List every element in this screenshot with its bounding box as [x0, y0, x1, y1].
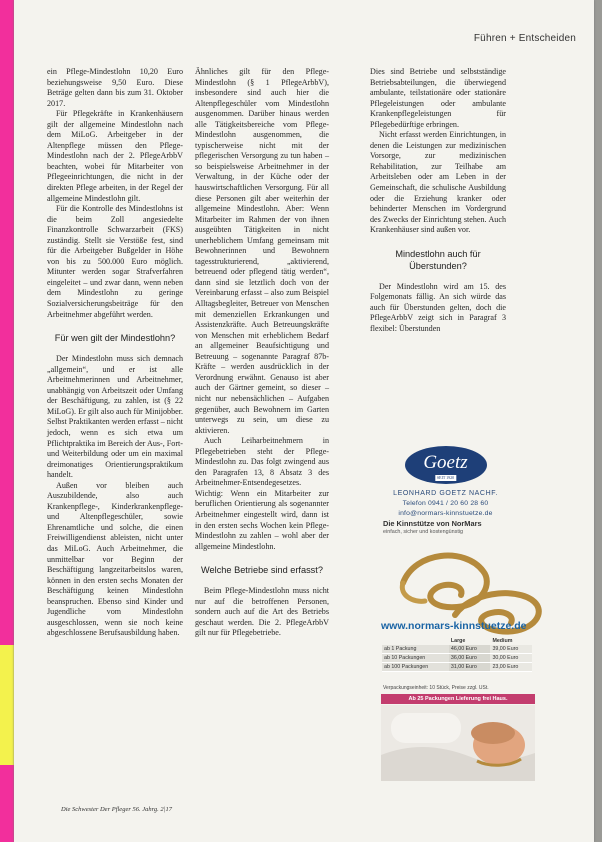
- price-table: [382, 637, 532, 672]
- price-cell: ab 10 Packungen: [382, 654, 449, 663]
- body-paragraph: Für Pflegekräfte in Krankenhäusern gilt der allgemeine Mindestlohn nach dem MiLoG. Arbeitgeber in der Altenpflege müssen den Pflege-Mindestlohn nach der 2. PflegeArbbV beachten, wobei für Mitarbeiter von Pflegeeinrichtungen, die nicht in der direkten Pflege arbeiten, in der Regel der allgemeine Mindestlohn gilt.: [47, 109, 183, 203]
- price-row: [382, 663, 532, 672]
- price-cell: ab 100 Packungen: [382, 663, 449, 672]
- text-column-1: [47, 67, 183, 639]
- price-cell: 31,00 Euro: [449, 663, 491, 672]
- text-column-3: [370, 67, 506, 334]
- section-subheading: Mindestlohn auch für Überstunden?: [395, 248, 481, 271]
- body-paragraph: Auch Leiharbeitnehmern in Pflegebetrieben steht der Pflege-Mindestlohn zu. Das folgt zwingend aus den Paragrafen 13, 8 Absatz 3 des Arbeitnehmer-Entsendegesetzes. Wichtig: Wenn ein Mitarbeiter zur beruflichen Orientierung als sogenannter Arbeitnehmer eingestellt wird, dann ist in den ersten sechs Wochen kein Pflege-Mindestlohn zu zahlen – wohl aber der allgemeine Mindestlohn.: [195, 436, 329, 551]
- body-paragraph: Ähnliches gilt für den Pflege-Mindestlohn (§ 1 PflegeArbbV), insbesondere sind auch hier die Altenpflegeschüler vom Mindestlohn ausgenommen. Darüber hinaus werden alle Tätigkeitsbereiche vom Pflege-Mindestlohn ausgenommen, die typischerweise nicht mit der pflegerischen Versorgung zu tun haben – so beispielsweise Arbeitnehmer in der Verwaltung, in der Küche oder der hauswirtschaftlichen Versorgung. Für all diese Personen gilt aber weiterhin der allgemeine Mindestlohn. Aber: Wenn Mitarbeiter im Rahmen der von ihnen ausgeübten Tätigkeiten in nicht unerheblichem Umfang gemeinsam mit Bewohnerinnen und Bewohnern tagesstrukturierend, „aktivierend, betreuend oder pflegend tätig werden“, dann sind sie letztlich doch von der Vereinbarung erfasst – also zum Beispiel Alltagsbegleiter, Betreuer von Menschen mit demenziellen Erkrankungen und Assistenzkräfte. Auch Betreuungskräfte von Menschen mit erheblichem Bedarf an allgemeiner Beaufsichtigung und Betreuung – sogenannte Paragraf 87b-Kräfte – werden ausdrücklich in der Verordnung erwähnt. Genauso ist aber auch der Gärtner gemeint, so dieser – nicht nur nebensächlichen – Aufgaben gegenüber, auch Bewohnern im Garten unterwegs zu sein, um diese zu aktivieren.: [195, 67, 329, 435]
- price-note: Verpackungseinheit: 10 Stück, Preise zzgl. USt.: [383, 685, 489, 691]
- goetz-logo: [405, 446, 487, 484]
- patient-photo: [381, 705, 535, 781]
- price-cell: 30,00 Euro: [490, 654, 532, 663]
- price-row: [382, 645, 532, 654]
- price-header: Medium: [492, 638, 513, 644]
- page-shadow: [594, 0, 602, 842]
- body-paragraph: Nicht erfasst werden Einrichtungen, in denen die Leistungen zur medizinischen Vorsorge, zur medizinischen Rehabilitation, zur Teilhabe am Arbeitsleben oder am Leben in der Gemeinschaft, die schulische Ausbildung oder die Erziehung kranker oder behinderter Menschen im Vordergrund des Zwecks der Einrichtung stehen. Auch Krankenhäuser sind außen vor.: [370, 130, 506, 235]
- section-subheading: Für wen gilt der Mindestlohn?: [54, 333, 176, 344]
- price-cell: ab 1 Packung: [382, 645, 449, 654]
- price-cell: 36,00 Euro: [449, 654, 491, 663]
- price-cell: 23,00 Euro: [490, 663, 532, 672]
- company-name: LEONHARD GOETZ NACHF.: [393, 490, 498, 497]
- page-footer: Die Schwester Der Pfleger 56. Jahrg. 2|17: [61, 806, 172, 813]
- body-paragraph: ein Pflege-Mindestlohn 10,20 Euro beziehungsweise 9,50 Euro. Diese Beträge gelten dann bis zum 31. Oktober 2017.: [47, 67, 183, 108]
- body-paragraph: Der Mindestlohn muss sich demnach „allgemein“, und er ist alle Arbeitnehmerinnen und Arbeitnehmer, unabhängig von Arbeitszeit oder Umfang der Beschäftigung, zu zahlen, ist (§ 22 MiLoG). Er gilt also auch für Minijobber. Selbst Praktikanten werden erfasst – nicht jedoch, wenn es sich etwa um Pflichtpraktika im Bereich der Aus-, Fort- und Weiterbildung oder um ein maximal dreimonatiges Orientierungspraktikum handelt.: [47, 354, 183, 480]
- goetz-logo-subtext: SEIT 1920: [436, 475, 455, 480]
- normars-subtitle: einfach, sicher und kostengünstig: [383, 529, 464, 535]
- company-phone: Telefon 0941 / 20 60 28 60: [402, 500, 489, 507]
- body-paragraph: Der Mindestlohn wird am 15. des Folgemonats fällig. An sich würde das auch für Überstunden gelten, doch die PflegeArbbV zeigt sich in Paragraf 3 flexibel: Überstunden: [370, 281, 506, 333]
- body-paragraph: Für die Kontrolle des Mindestlohns ist die beim Zoll angesiedelte Finanzkontrolle Schwarzarbeit (FKS) zuständig. Stellt sie Verstöße fest, sind für die Arbeitgeber Bußgelder in Höhe von bis zu 500.000 Euro möglich. Mitunter werden sogar Strafverfahren eingeleitet – und zwar dann, wenn neben dem Mindestlohn zu geringe Sozialversicherungsbeiträge für den Arbeitnehmer abgeführt werden.: [47, 204, 183, 319]
- price-header: [382, 637, 449, 645]
- body-paragraph: Beim Pflege-Mindestlohn muss nicht nur auf die betroffenen Personen, sondern auch auf die Art des Betriebs geschaut werden. Die 2. PflegeArbbV gilt nur für Pflegebetriebe.: [195, 586, 329, 638]
- normars-website-link[interactable]: www.normars-kinnstuetze.de: [381, 620, 527, 632]
- normars-advertisement: [377, 519, 537, 787]
- normars-title: Die Kinnstütze von NorMars: [383, 519, 482, 528]
- goetz-logo-text: Goetz: [423, 452, 468, 473]
- price-cell: 46,00 Euro: [449, 645, 491, 654]
- body-paragraph: Dies sind Betriebe und selbstständige Betriebsabteilungen, die überwiegend ambulante, teilstationäre oder stationäre Pflegeleistungen oder ambulante Krankenpflegeleistungen für Pflegebedürftige erbringen.: [370, 67, 506, 129]
- body-paragraph: Außen vor bleiben auch Auszubildende, also auch Krankenpflege-, Kinderkrankenpflege- und Altenpflegeschüler, sowie Ehrenamtliche und solche, die einen Freiwilligendienst ableisten, nicht unter das MiLoG. Auch Arbeitnehmer, die unmittelbar vor Beginn der Beschäftigung langzeitarbeitslos waren, können in den ersten sechs Monaten der Beschäftigung keinen Mindestlohn beanspruchen. Ebenso sind Kinder und Jugendliche vom Mindestlohn ausgeschlossen, wenn sie noch keine abgeschlossene Berufsausbildung haben.: [47, 480, 183, 638]
- section-subheading: Welche Betriebe sind erfasst?: [201, 565, 323, 576]
- company-email[interactable]: info@normars-kinnstuetze.de: [398, 510, 493, 517]
- free-delivery-banner: Ab 25 Packungen Lieferung frei Haus.: [381, 694, 535, 704]
- price-cell: 39,00 Euro: [490, 645, 532, 654]
- text-column-2: [195, 67, 329, 639]
- goetz-advertisement: [378, 446, 513, 516]
- page-edge-marker: [0, 645, 14, 765]
- section-header: Führen + Entscheiden: [473, 33, 576, 44]
- price-header: Large: [450, 638, 466, 644]
- price-row: [382, 654, 532, 663]
